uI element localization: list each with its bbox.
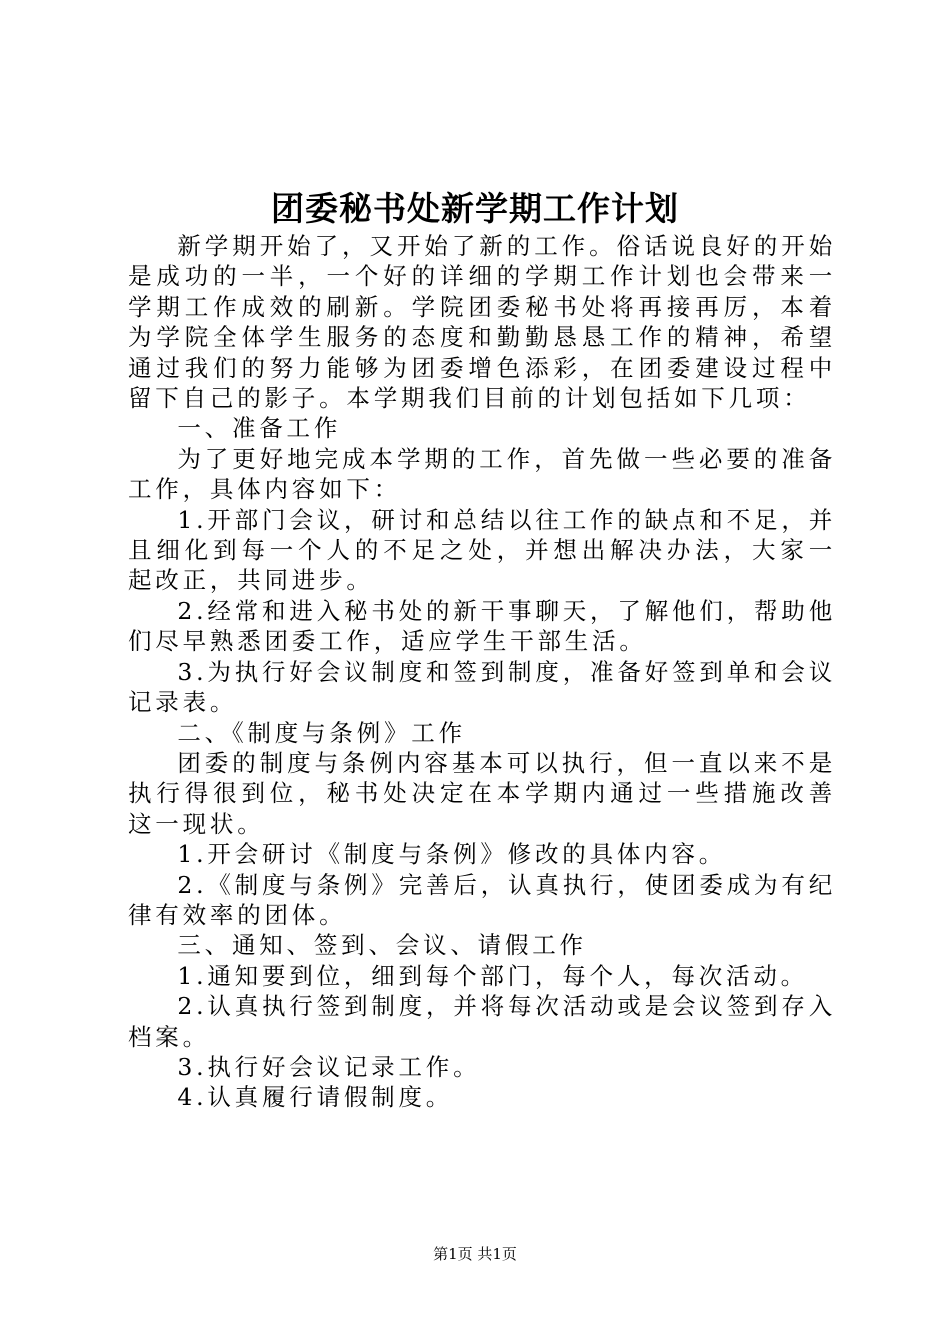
list-item: 2.认真执行签到制度，并将每次活动或是会议签到存入档案。 xyxy=(128,992,836,1051)
list-item: 2.《制度与条例》完善后，认真执行，使团委成为有纪律有效率的团体。 xyxy=(128,870,836,929)
list-item: 4.认真履行请假制度。 xyxy=(177,1083,454,1112)
page-footer: 第1页 共1页 xyxy=(433,1245,517,1263)
paragraph: 团委的制度与条例内容基本可以执行，但一直以来不是执行得很到位，秘书处决定在本学期内通过一些措施改善这一现状。 xyxy=(128,748,836,838)
list-item: 1.开会研讨《制度与条例》修改的具体内容。 xyxy=(177,840,727,869)
section-heading-notice: 三、通知、签到、会议、请假工作 xyxy=(177,931,587,960)
document-title: 团委秘书处新学期工作计划 xyxy=(271,189,679,228)
intro-paragraph: 新学期开始了，又开始了新的工作。俗话说良好的开始是成功的一半，一个好的详细的学期工作计划也会带来一学期工作成效的刷新。学院团委秘书处将再接再厉，本着为学院全体学生服务的态度和勤勤恳恳工作的精神，希望通过我们的努力能够为团委增色添彩，在团委建设过程中留下自己的影子。本学期我们目前的计划包括如下几项： xyxy=(128,232,836,413)
paragraph: 为了更好地完成本学期的工作，首先做一些必要的准备工作，具体内容如下： xyxy=(128,444,836,504)
section-heading-regulations: 二、《制度与条例》工作 xyxy=(177,718,466,747)
list-item: 3.执行好会议记录工作。 xyxy=(177,1052,481,1081)
section-heading-preparation: 一、准备工作 xyxy=(177,414,342,443)
list-item: 1.开部门会议，研讨和总结以往工作的缺点和不足，并且细化到每一个人的不足之处，并想出解决办法，大家一起改正，共同进步。 xyxy=(128,505,836,595)
list-item: 3.为执行好会议制度和签到制度，准备好签到单和会议记录表。 xyxy=(128,657,836,717)
document-body xyxy=(128,231,836,1113)
list-item: 1.通知要到位，细到每个部门，每个人，每次活动。 xyxy=(177,961,808,990)
list-item: 2.经常和进入秘书处的新干事聊天，了解他们，帮助他们尽早熟悉团委工作，适应学生干部生活。 xyxy=(128,596,836,656)
